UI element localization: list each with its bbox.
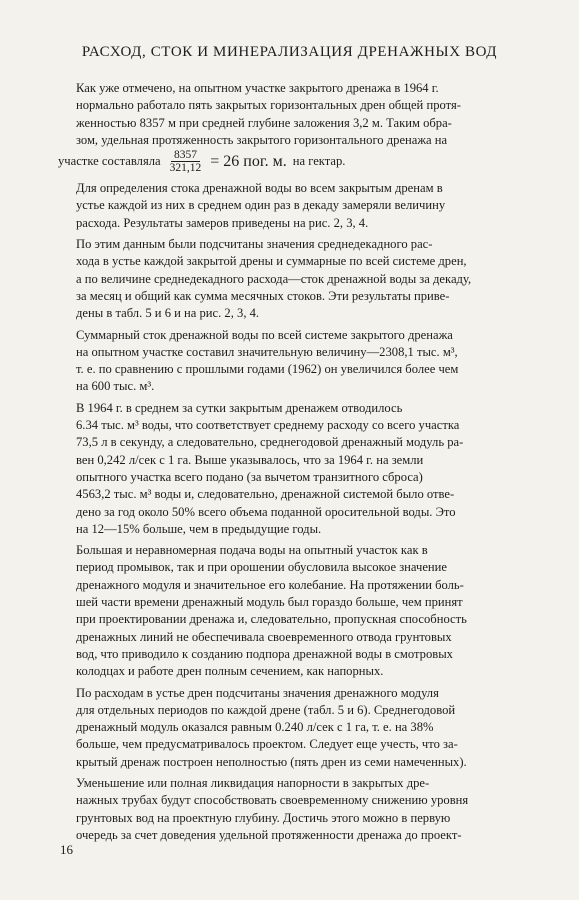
formula-lead: участке составляла	[58, 154, 161, 169]
formula-result: = 26 пог. м.	[210, 153, 287, 171]
text-line: Для определения стока дренажной воды во всем закрытым дренам в	[76, 181, 443, 196]
fraction	[167, 149, 205, 174]
page-number: 16	[60, 842, 73, 857]
text-line: хода в устье каждой закрытой дрены и суммарные по всей системе дрен,	[76, 254, 467, 269]
text-line: дренажный модуль оказался равным 0.240 л/сек с 1 га, т. е. на 38%	[76, 720, 434, 735]
text-line: опытного участка всего подано (за вычетом транзитного сброса)	[76, 469, 423, 484]
text-line: шей части времени дренажный модуль был гораздо больше, чем принят	[76, 595, 463, 610]
paragraph-7	[58, 685, 521, 771]
paragraph-5	[58, 400, 521, 538]
text-line: В 1964 г. в среднем за сутки закрытым дренажем отводилось	[76, 400, 403, 415]
text-line: на 600 тыс. м³.	[76, 379, 155, 394]
body-text	[58, 80, 521, 848]
text-line: Уменьшение или полная ликвидация напорности в закрытых дре-	[76, 775, 430, 790]
text-line: Как уже отмечено, на опытном участке закрытого дренажа в 1964 г.	[76, 81, 439, 95]
paragraph-1	[58, 80, 521, 149]
text-line: колодцах и работе дрен полным сечением, как напорных.	[76, 664, 384, 679]
text-line: зом, удельная протяженность закрытого горизонтального дренажа на	[76, 132, 448, 147]
text-line: очередь за счет доведения удельной протяженности дренажа до проект-	[76, 827, 462, 842]
text-line: вод, что приводило к созданию подпора дренажной воды в смотровых	[76, 646, 453, 661]
text-line: расхода. Результаты замеров приведены на рис. 2, 3, 4.	[76, 215, 369, 230]
text-line: дренажных линий не обеспечивала своевременного отвода грунтовых	[76, 629, 452, 644]
paragraph-6	[58, 542, 521, 680]
fraction-denominator: 321,12	[169, 162, 202, 175]
text-line: грунтовых вод на проектную глубину. Достичь этого можно в первую	[76, 810, 451, 825]
text-line: а по величине среднедекадного расхода—сток дренажной воды за декаду,	[76, 271, 472, 286]
text-line: на 12—15% больше, чем в предыдущие годы.	[76, 521, 322, 536]
paragraph-3	[58, 236, 521, 322]
page-title: РАСХОД, СТОК И МИНЕРАЛИЗАЦИЯ ДРЕНАЖНЫХ ВОД	[81, 44, 498, 60]
fraction-numerator: 8357	[171, 149, 200, 162]
text-line: для отдельных периодов по каждой дрене (табл. 5 и 6). Среднегодовой	[76, 702, 456, 717]
text-line: дены в табл. 5 и 6 и на рис. 2, 3, 4.	[76, 306, 260, 321]
text-line: Большая и неравномерная подача воды на опытный участок как в	[76, 543, 428, 558]
text-line: По этим данным были подсчитаны значения среднедекадного рас-	[76, 237, 433, 252]
text-line: Суммарный сток дренажной воды по всей системе закрытого дренажа	[76, 327, 453, 342]
text-line: 6.34 тыс. м³ воды, что соответствует среднему расходу со всего участка	[76, 418, 460, 433]
text-line: вен 0,242 л/сек с 1 га. Выше указывалось, что за 1964 г. на земли	[76, 452, 424, 467]
paragraph-2	[58, 180, 521, 232]
formula-tail: на гектар.	[292, 154, 346, 169]
text-line: 73,5 л в секунду, а следовательно, среднегодовой дренажный модуль ра-	[76, 435, 464, 450]
text-line: дренажного модуля и значительное его колебание. На протяжении боль-	[76, 577, 464, 592]
text-line: По расходам в устье дрен подсчитаны значения дренажного модуля	[76, 685, 439, 700]
text-line: крытый дренаж построен неполностью (пять дрен из семи намеченных).	[76, 754, 467, 769]
paragraph-4	[58, 327, 521, 396]
text-line: на опытном участке составил значительную величину—2308,1 тыс. м³,	[76, 344, 458, 359]
text-line: женностью 8357 м при средней глубине заложения 3,2 м. Таким обра-	[76, 115, 452, 130]
text-line: нажных трубах будут способствовать своевременному снижению уровня	[76, 793, 469, 808]
text-line: нормально работало пять закрытых горизонтальных дрен общей протя-	[76, 98, 461, 113]
formula-line	[58, 149, 521, 174]
text-line: период промывок, так и при орошении обусловила высокое значение	[76, 560, 447, 575]
text-line: дено за год около 50% всего объема поданной оросительной воды. Это	[76, 504, 456, 519]
text-line: 4563,2 тыс. м³ воды и, следовательно, дренажной системой было отве-	[76, 487, 455, 502]
text-line: при проектировании дренажа и, следовательно, пропускная способность	[76, 612, 467, 627]
text-line: устье каждой из них в среднем один раз в декаду замеряли величину	[76, 198, 446, 213]
paragraph-8	[58, 775, 521, 844]
text-line: больше, чем предусматривалось проектом. Следует еще учесть, что за-	[76, 737, 458, 752]
text-line: за месяц и общий как сумма месячных стоков. Эти результаты приве-	[76, 288, 450, 303]
text-line: т. е. по сравнению с прошлыми годами (1962) он увеличился более чем	[76, 362, 459, 377]
